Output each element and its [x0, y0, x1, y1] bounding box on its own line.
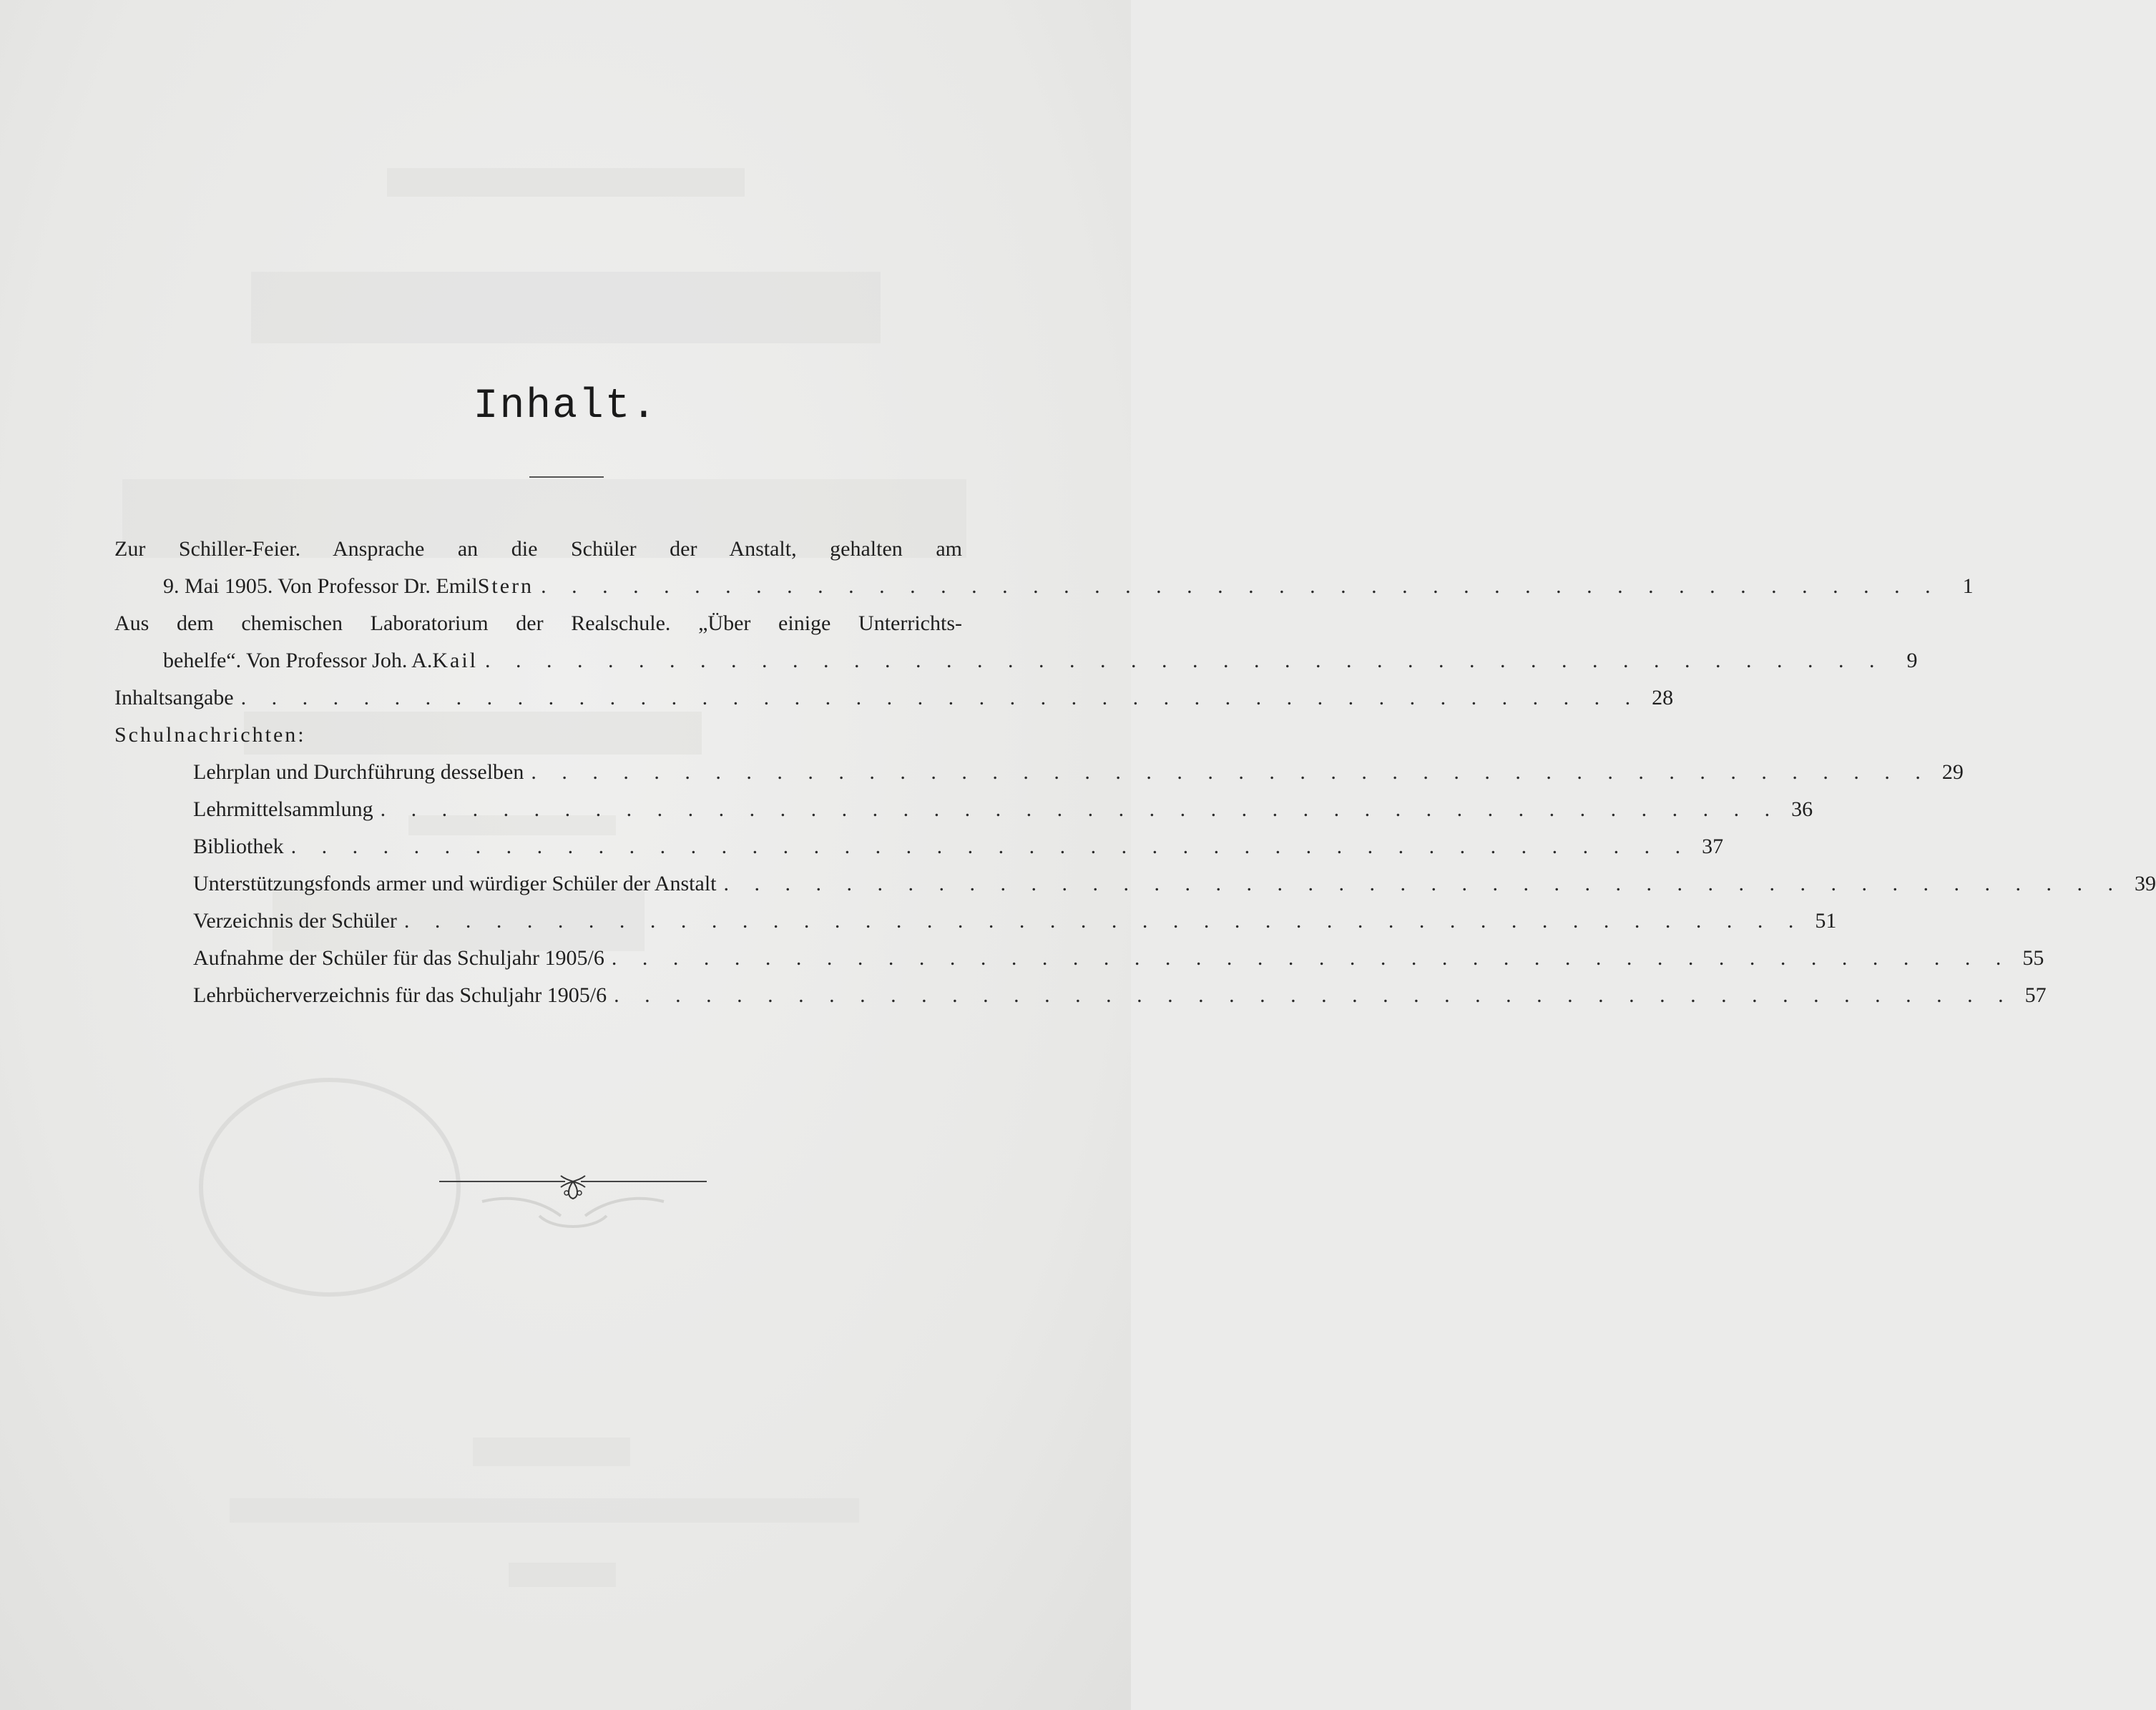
toc-page-number: 28 [1652, 686, 1674, 709]
toc-page-number: 51 [1815, 909, 1837, 933]
toc-page-number: 55 [2022, 946, 2044, 970]
toc-entry-text: Lehrplan und Durchführung desselben [193, 760, 524, 784]
dot-leader: . . . . . . . . . . . . . . . . . . . . . . . . . . . . . . . . . . . . . . . . . . . . . . [290, 835, 1691, 858]
toc-entry-author: Stern [477, 574, 534, 598]
dot-leader: . . . . . . . . . . . . . . . . . . . . . . . . . . . . . . . . . . . . . . . . . . . . . . [380, 797, 1780, 821]
toc-sub-entry [114, 791, 1813, 828]
toc-entry-3 [114, 679, 1674, 717]
toc-page-number: 37 [1702, 835, 1724, 858]
toc-sub-entry [114, 903, 1837, 940]
toc-entry-2-line-1 [114, 605, 1023, 642]
table-of-contents [114, 531, 2156, 1014]
toc-sub-entry [114, 754, 1964, 791]
toc-page-number: 9 [1906, 649, 1918, 672]
toc-sub-entry [114, 940, 2044, 977]
toc-page-number: 57 [2024, 983, 2047, 1007]
dot-leader: . . . . . . . . . . . . . . . . . . . . . . . . . . . . . . . . . . . . . . . . . . . . . . [611, 946, 2012, 970]
toc-entry-text: Zur Schiller-Feier. Ansprache an die Schüler der Anstalt, gehalten am [114, 537, 962, 561]
decorative-ornament-icon [439, 1166, 707, 1244]
toc-entry-text: behelfe“. Von Professor Joh. A. [163, 649, 433, 672]
toc-entry-author: Kail [432, 649, 479, 672]
toc-page-number: 36 [1791, 797, 1813, 821]
dot-leader: . . . . . . . . . . . . . . . . . . . . . . . . . . . . . . . . . . . . . . . . . . . . . . [541, 574, 1941, 598]
toc-entry-text: Schulnachrichten: [114, 723, 306, 747]
toc-entry-text: Unterstützungsfonds armer und würdiger Schüler der Anstalt [193, 872, 717, 895]
toc-page-number: 1 [1962, 574, 1974, 598]
toc-sub-entry [114, 865, 2156, 903]
toc-entry-text: Lehrmittelsammlung [193, 797, 373, 821]
toc-entry-text: Aus dem chemischen Laboratorium der Realschule. „Über einige Unterrichts- [114, 611, 962, 635]
toc-entry-1-line-2 [114, 568, 1974, 605]
toc-section-heading [114, 717, 1023, 754]
toc-sub-entry [114, 828, 1724, 865]
toc-entry-text: Aufnahme der Schüler für das Schuljahr 1905/6 [193, 946, 604, 970]
dot-leader: . . . . . . . . . . . . . . . . . . . . . . . . . . . . . . . . . . . . . . . . . . . . . . [614, 983, 2014, 1007]
toc-sub-entry [114, 977, 2047, 1014]
toc-entry-text: Bibliothek [193, 835, 284, 858]
toc-entry-text: 9. Mai 1905. Von Professor Dr. Emil [163, 574, 478, 598]
dot-leader: . . . . . . . . . . . . . . . . . . . . . . . . . . . . . . . . . . . . . . . . . . . . . . [240, 686, 1641, 709]
toc-entry-2-line-2 [114, 642, 1918, 679]
toc-page-number: 29 [1941, 760, 1964, 784]
toc-entry-text: Verzeichnis der Schüler [193, 909, 397, 933]
toc-page-number: 39 [2135, 872, 2156, 895]
dot-leader: . . . . . . . . . . . . . . . . . . . . . . . . . . . . . . . . . . . . . . . . . . . . . . [403, 909, 1804, 933]
toc-entry-1-line-1 [114, 531, 1023, 568]
dot-leader: . . . . . . . . . . . . . . . . . . . . . . . . . . . . . . . . . . . . . . . . . . . . . . [485, 649, 1885, 672]
toc-entry-text: Lehrbücherverzeichnis für das Schuljahr 1905/6 [193, 983, 607, 1007]
page-title: Inhalt. [473, 383, 658, 430]
title-divider [529, 476, 604, 478]
toc-entry-text: Inhaltsangabe [114, 686, 234, 709]
dot-leader: . . . . . . . . . . . . . . . . . . . . . . . . . . . . . . . . . . . . . . . . . . . . . . [723, 872, 2123, 895]
dot-leader: . . . . . . . . . . . . . . . . . . . . . . . . . . . . . . . . . . . . . . . . . . . . . . [531, 760, 1931, 784]
